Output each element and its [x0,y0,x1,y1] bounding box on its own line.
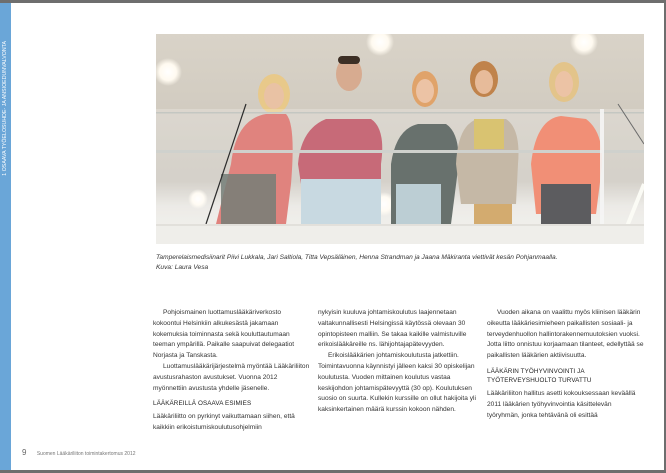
ceiling-lamp [570,34,598,56]
caption-text: Tamperelaismedisiinarit Piivi Lukkala, Jari Saltiola, Titta Vepsäläinen, Henna Strandman ja Jaana Mäkiranta viettivät kesän Pohjanmaalla. [156,254,558,261]
text-column-1 [153,308,311,434]
section-heading: LÄÄKÄRIN TYÖHYVINVOINTI JA TYÖTERVEYSHUOLTO TURVATTU [487,367,592,384]
group-photo [156,34,644,244]
paragraph: Vuoden aikana on vaalittu myös kliinisen lääkärin oikeutta lääkäriesimieheen paikallisten sosiaali- ja terveydenhuollon hallintorakennemuutoksien vuoksi. Jotta liitto onnistuu korjaamaan tilanteet, edellyttää se paikallisten lääkärien aktiivisuutta. [487,309,644,360]
paragraph: nykyisin kuuluva johtamiskoulutus laajennetaan valtakunnallisesti Helsingissä käytössä olevaan 30 opintopisteen malliin. Se takaa kaikille valmistuville erikoislääkäreille ns. lähijohtajapätevyyden. [318,309,467,349]
ceiling-lamp [156,58,182,86]
photo-caption [156,253,646,272]
paragraph: Lääkäriliitto on pyrkinyt vaikuttamaan siihen, että kaikkiin erikoistumiskoulutusohjelmiin [153,413,295,432]
paragraph: Pohjoismainen luottamuslääkäriverkosto kokoontui Helsinkiin alkukesästä jakamaan kokemuksia toiminnasta sekä kouluttautumaan teeman ympärillä. Paikalle saapuivat delegaatiot Norjasta ja Tanskasta. [153,309,295,360]
page-footer [22,448,136,457]
photo-credit: Kuva: Laura Vesa [156,263,209,271]
paragraph: Erikoislääkärien johtamiskoulutusta jatkettiin. Toimintavuonna käynnistyi jälleen kaksi 30 opiskelijan koulutusta. Vuoden mittainen koulutus vastaa keskijohdon johtamispätevyyttä (30 op). Koulutuksen suosio on suurta. Kullekin kurssille on ollut hakijoita yli kaksinkertainen määrä kurssin kokoon nähden. [318,352,476,414]
section-heading: LÄÄKÄREILLÄ OSAAVA ESIMIES [153,400,252,408]
photo-illustration [156,34,644,244]
document-page [0,3,664,470]
publication-title: Suomen Lääkäriliiton toimintakertomus 2012 [36,451,136,457]
page-number: 9 [22,448,27,457]
text-column-2 [318,308,476,416]
paragraph: Lääkäriliiton hallitus asetti kokouksessaan keväällä 2011 lääkärien työhyvinvointia käsittelevän työryhmän, jonka tehtävänä oli esittää [487,389,636,419]
section-sidebar [0,3,11,470]
text-column-3 [487,308,645,421]
ceiling-lamp [366,34,394,56]
section-title: 1 OSAAVA TYÖELOSUHDE- JA ANSIOEDUNVALVONTA [2,40,8,176]
paragraph: Luottamuslääkärijärjestelmä myöntää Lääkäriliiton avustusrahaston avustukset. Vuonna 2012 myönnettiin avustusta yhdelle jäsenelle. [153,362,310,392]
